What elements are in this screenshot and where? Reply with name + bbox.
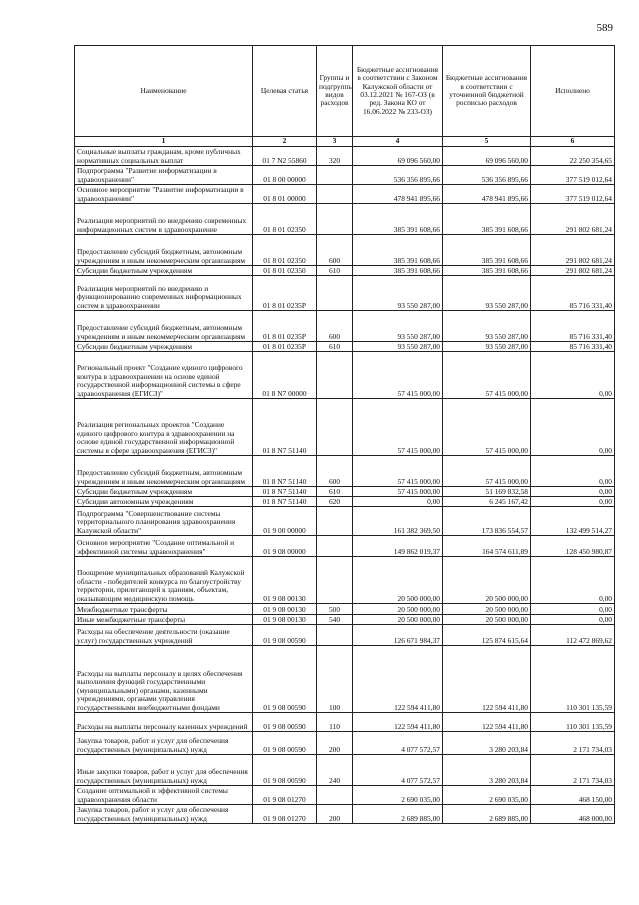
row-name: Реализация региональных проектов "Создание единого цифрового контура в здравоохранении на основе единой государственной информационной системы в сфере здравоохранения (ЕГИСЗ)" bbox=[75, 399, 253, 456]
row-law-allocation: 2 690 035,00 bbox=[353, 786, 443, 805]
row-name: Подпрограмма "Развитие информатизации в здравоохранении" bbox=[75, 166, 253, 185]
row-law-allocation: 57 415 000,00 bbox=[353, 399, 443, 456]
table-row bbox=[75, 625, 615, 646]
row-target-article: 01 9 08 00590 bbox=[253, 713, 317, 732]
row-law-allocation: 536 356 895,66 bbox=[353, 166, 443, 185]
table-row bbox=[75, 507, 615, 536]
row-executed: 0,00 bbox=[531, 487, 615, 497]
row-law-allocation: 126 671 984,37 bbox=[353, 625, 443, 646]
row-refined-allocation: 51 169 832,58 bbox=[443, 487, 531, 497]
row-expense-group bbox=[317, 399, 353, 456]
row-law-allocation: 93 550 287,00 bbox=[353, 276, 443, 311]
row-law-allocation: 122 594 411,80 bbox=[353, 646, 443, 713]
column-number-row bbox=[75, 137, 615, 147]
row-expense-group bbox=[317, 276, 353, 311]
row-target-article: 01 9 08 00590 bbox=[253, 755, 317, 786]
table-row bbox=[75, 342, 615, 352]
row-refined-allocation: 164 574 611,89 bbox=[443, 536, 531, 557]
table-row bbox=[75, 204, 615, 235]
row-law-allocation: 161 382 369,50 bbox=[353, 507, 443, 536]
row-target-article: 01 9 08 00000 bbox=[253, 536, 317, 557]
row-law-allocation: 385 391 608,66 bbox=[353, 266, 443, 276]
row-target-article: 01 8 N7 51140 bbox=[253, 399, 317, 456]
table-row bbox=[75, 557, 615, 604]
row-executed: 291 802 681,24 bbox=[531, 235, 615, 266]
row-target-article: 01 9 08 00130 bbox=[253, 615, 317, 625]
row-target-article: 01 8 01 02350 bbox=[253, 204, 317, 235]
row-target-article: 01 8 N7 51140 bbox=[253, 497, 317, 507]
row-expense-group bbox=[317, 352, 353, 399]
row-target-article: 01 9 08 00590 bbox=[253, 646, 317, 713]
row-target-article: 01 8 01 0235Р bbox=[253, 342, 317, 352]
row-refined-allocation: 93 550 287,00 bbox=[443, 342, 531, 352]
row-refined-allocation: 3 280 203,84 bbox=[443, 732, 531, 755]
page-number: 589 bbox=[596, 22, 613, 34]
column-number: 5 bbox=[443, 137, 531, 147]
row-law-allocation: 478 941 895,66 bbox=[353, 185, 443, 204]
row-name: Субсидии автономным учреждениям bbox=[75, 497, 253, 507]
row-target-article: 01 9 08 00590 bbox=[253, 625, 317, 646]
row-target-article: 01 9 00 00000 bbox=[253, 507, 317, 536]
row-refined-allocation: 122 594 411,80 bbox=[443, 646, 531, 713]
row-expense-group: 600 bbox=[317, 311, 353, 342]
row-target-article: 01 9 08 00130 bbox=[253, 557, 317, 604]
row-law-allocation: 122 594 411,80 bbox=[353, 713, 443, 732]
row-refined-allocation: 2 689 885,00 bbox=[443, 805, 531, 824]
row-target-article: 01 9 08 00590 bbox=[253, 732, 317, 755]
table-row bbox=[75, 185, 615, 204]
row-expense-group: 200 bbox=[317, 805, 353, 824]
row-name: Закупка товаров, работ и услуг для обеспечения государственных (муниципальных) нужд bbox=[75, 732, 253, 755]
row-target-article: 01 8 01 00000 bbox=[253, 185, 317, 204]
row-expense-group: 600 bbox=[317, 456, 353, 487]
row-name: Расходы на обеспечение деятельности (оказание услуг) государственных учреждений bbox=[75, 625, 253, 646]
table-row bbox=[75, 536, 615, 557]
row-law-allocation: 20 500 000,00 bbox=[353, 557, 443, 604]
row-law-allocation: 385 391 608,66 bbox=[353, 204, 443, 235]
table-row bbox=[75, 276, 615, 311]
column-number: 1 bbox=[75, 137, 253, 147]
row-expense-group: 500 bbox=[317, 604, 353, 615]
row-name: Иные межбюджетные трансферты bbox=[75, 615, 253, 625]
row-name: Региональный проект "Создание единого цифрового контура в здравоохранении на основе единой государственной информационной системы в сфере здравоохранения (ЕГИСЗ)" bbox=[75, 352, 253, 399]
table-row bbox=[75, 147, 615, 166]
row-expense-group bbox=[317, 166, 353, 185]
table-row bbox=[75, 604, 615, 615]
row-name: Создание оптимальной и эффективной системы здравоохранения области bbox=[75, 786, 253, 805]
row-refined-allocation: 385 391 608,66 bbox=[443, 204, 531, 235]
table-row bbox=[75, 786, 615, 805]
row-executed: 0,00 bbox=[531, 456, 615, 487]
row-name: Основное мероприятие "Развитие информатизации в здравоохранении" bbox=[75, 185, 253, 204]
row-target-article: 01 7 N2 55860 bbox=[253, 147, 317, 166]
table-row bbox=[75, 311, 615, 342]
row-name: Предоставление субсидий бюджетным, автономным учреждениям и иным некоммерческим организациям bbox=[75, 235, 253, 266]
header-executed: Исполнено bbox=[531, 46, 615, 137]
table-row bbox=[75, 755, 615, 786]
row-name: Закупка товаров, работ и услуг для обеспечения государственных (муниципальных) нужд bbox=[75, 805, 253, 824]
row-refined-allocation: 385 391 608,66 bbox=[443, 266, 531, 276]
row-name: Расходы на выплаты персоналу в целях обеспечения выполнения функций государственными (муниципальными) органами, казенными учреждениями, органами управления государственными внебюджетными фондами bbox=[75, 646, 253, 713]
row-refined-allocation: 57 415 000,00 bbox=[443, 352, 531, 399]
row-executed: 377 519 012,64 bbox=[531, 166, 615, 185]
row-law-allocation: 93 550 287,00 bbox=[353, 311, 443, 342]
row-executed: 110 301 135,59 bbox=[531, 713, 615, 732]
row-name: Субсидии бюджетным учреждениям bbox=[75, 487, 253, 497]
row-expense-group: 200 bbox=[317, 732, 353, 755]
row-executed: 0,00 bbox=[531, 352, 615, 399]
row-name: Социальные выплаты гражданам, кроме публичных нормативных социальных выплат bbox=[75, 147, 253, 166]
row-law-allocation: 2 689 885,00 bbox=[353, 805, 443, 824]
row-name: Реализация мероприятий по внедрению современных информационных систем в здравоохранение bbox=[75, 204, 253, 235]
row-law-allocation: 0,00 bbox=[353, 497, 443, 507]
row-expense-group bbox=[317, 786, 353, 805]
table-row bbox=[75, 646, 615, 713]
row-expense-group bbox=[317, 185, 353, 204]
table-row bbox=[75, 713, 615, 732]
row-executed: 291 802 681,24 bbox=[531, 204, 615, 235]
row-refined-allocation: 536 356 895,66 bbox=[443, 166, 531, 185]
row-executed: 85 716 331,40 bbox=[531, 342, 615, 352]
row-refined-allocation: 125 874 615,64 bbox=[443, 625, 531, 646]
row-target-article: 01 9 08 00130 bbox=[253, 604, 317, 615]
row-name: Иные закупки товаров, работ и услуг для обеспечения государственных (муниципальных) нужд bbox=[75, 755, 253, 786]
row-expense-group: 110 bbox=[317, 713, 353, 732]
row-executed: 0,00 bbox=[531, 399, 615, 456]
row-refined-allocation: 93 550 287,00 bbox=[443, 276, 531, 311]
row-refined-allocation: 20 500 000,00 bbox=[443, 557, 531, 604]
row-expense-group: 610 bbox=[317, 342, 353, 352]
row-name: Основное мероприятие "Создание оптимальной и эффективной системы здравоохранения" bbox=[75, 536, 253, 557]
row-target-article: 01 9 08 01270 bbox=[253, 786, 317, 805]
row-target-article: 01 9 08 01270 bbox=[253, 805, 317, 824]
row-expense-group: 540 bbox=[317, 615, 353, 625]
column-number: 3 bbox=[317, 137, 353, 147]
row-law-allocation: 93 550 287,00 bbox=[353, 342, 443, 352]
row-name: Субсидии бюджетным учреждениям bbox=[75, 266, 253, 276]
row-law-allocation: 4 077 572,57 bbox=[353, 755, 443, 786]
row-executed: 85 716 331,40 bbox=[531, 311, 615, 342]
row-law-allocation: 57 415 000,00 bbox=[353, 352, 443, 399]
row-law-allocation: 69 096 560,00 bbox=[353, 147, 443, 166]
row-refined-allocation: 69 096 560,00 bbox=[443, 147, 531, 166]
row-refined-allocation: 478 941 895,66 bbox=[443, 185, 531, 204]
row-executed: 291 802 681,24 bbox=[531, 266, 615, 276]
row-law-allocation: 57 415 000,00 bbox=[353, 456, 443, 487]
row-expense-group bbox=[317, 625, 353, 646]
row-expense-group: 100 bbox=[317, 646, 353, 713]
row-refined-allocation: 2 690 035,00 bbox=[443, 786, 531, 805]
row-refined-allocation: 57 415 000,00 bbox=[443, 399, 531, 456]
row-law-allocation: 20 500 000,00 bbox=[353, 615, 443, 625]
row-refined-allocation: 173 836 554,57 bbox=[443, 507, 531, 536]
row-name: Подпрограмма "Совершенствование системы территориального планирования здравоохранения Калужской области" bbox=[75, 507, 253, 536]
row-expense-group bbox=[317, 507, 353, 536]
row-executed: 22 250 354,65 bbox=[531, 147, 615, 166]
row-law-allocation: 20 500 000,00 bbox=[353, 604, 443, 615]
row-expense-group: 600 bbox=[317, 235, 353, 266]
table-row bbox=[75, 266, 615, 276]
row-name: Субсидии бюджетным учреждениям bbox=[75, 342, 253, 352]
header-name: Наименование bbox=[75, 46, 253, 137]
row-expense-group: 240 bbox=[317, 755, 353, 786]
row-target-article: 01 8 N7 00000 bbox=[253, 352, 317, 399]
row-expense-group bbox=[317, 204, 353, 235]
row-law-allocation: 385 391 608,66 bbox=[353, 235, 443, 266]
row-expense-group: 320 bbox=[317, 147, 353, 166]
table-row bbox=[75, 456, 615, 487]
budget-table bbox=[74, 45, 615, 824]
row-executed: 0,00 bbox=[531, 615, 615, 625]
column-number: 4 bbox=[353, 137, 443, 147]
row-target-article: 01 8 01 02350 bbox=[253, 235, 317, 266]
row-name: Расходы на выплаты персоналу казенных учреждений bbox=[75, 713, 253, 732]
table-row bbox=[75, 352, 615, 399]
table-row bbox=[75, 497, 615, 507]
column-number: 6 bbox=[531, 137, 615, 147]
row-refined-allocation: 20 500 000,00 bbox=[443, 615, 531, 625]
row-target-article: 01 8 01 0235Р bbox=[253, 311, 317, 342]
table-row bbox=[75, 235, 615, 266]
row-target-article: 01 8 00 00000 bbox=[253, 166, 317, 185]
row-refined-allocation: 20 500 000,00 bbox=[443, 604, 531, 615]
row-target-article: 01 8 01 02350 bbox=[253, 266, 317, 276]
row-executed: 85 716 331,40 bbox=[531, 276, 615, 311]
row-refined-allocation: 122 594 411,80 bbox=[443, 713, 531, 732]
row-name: Реализация мероприятий по внедрению и функционированию современных информационных систем в здравоохранении bbox=[75, 276, 253, 311]
row-executed: 110 301 135,59 bbox=[531, 646, 615, 713]
row-refined-allocation: 57 415 000,00 bbox=[443, 456, 531, 487]
row-refined-allocation: 3 280 203,84 bbox=[443, 755, 531, 786]
row-law-allocation: 57 415 000,00 bbox=[353, 487, 443, 497]
row-expense-group: 620 bbox=[317, 497, 353, 507]
row-name: Поощрение муниципальных образований Калужской области - победителей конкурса по благоустройству территории, прилегающей к зданиям, объектам, оказывающим медицинскую помощь bbox=[75, 557, 253, 604]
row-name: Предоставление субсидий бюджетным, автономным учреждениям и иным некоммерческим организациям bbox=[75, 456, 253, 487]
header-expense-group: Группы и подгруппы видов расходов bbox=[317, 46, 353, 137]
table-header-row bbox=[75, 46, 615, 137]
row-target-article: 01 8 N7 51140 bbox=[253, 487, 317, 497]
row-executed: 2 171 734,03 bbox=[531, 755, 615, 786]
row-target-article: 01 8 01 0235Р bbox=[253, 276, 317, 311]
row-executed: 112 472 869,62 bbox=[531, 625, 615, 646]
row-name: Межбюджетные трансферты bbox=[75, 604, 253, 615]
row-executed: 128 450 980,87 bbox=[531, 536, 615, 557]
table-row bbox=[75, 732, 615, 755]
row-expense-group bbox=[317, 557, 353, 604]
row-law-allocation: 4 077 572,57 bbox=[353, 732, 443, 755]
row-executed: 0,00 bbox=[531, 604, 615, 615]
column-number: 2 bbox=[253, 137, 317, 147]
table-row bbox=[75, 805, 615, 824]
row-executed: 2 171 734,03 bbox=[531, 732, 615, 755]
header-target-article: Целевая статья bbox=[253, 46, 317, 137]
row-refined-allocation: 385 391 608,66 bbox=[443, 235, 531, 266]
row-target-article: 01 8 N7 51140 bbox=[253, 456, 317, 487]
row-law-allocation: 149 862 019,37 bbox=[353, 536, 443, 557]
row-executed: 0,00 bbox=[531, 497, 615, 507]
table-row bbox=[75, 487, 615, 497]
row-refined-allocation: 6 245 167,42 bbox=[443, 497, 531, 507]
row-expense-group: 610 bbox=[317, 266, 353, 276]
row-name: Предоставление субсидий бюджетным, автономным учреждениям и иным некоммерческим организациям bbox=[75, 311, 253, 342]
row-expense-group bbox=[317, 536, 353, 557]
row-executed: 468 000,00 bbox=[531, 805, 615, 824]
table-row bbox=[75, 615, 615, 625]
row-expense-group: 610 bbox=[317, 487, 353, 497]
header-law-allocations: Бюджетные ассигнования в соответствии с Законом Калужской области от 03.12.2021 № 167-ОЗ (в ред. Закона КО от 16.06.2022 № 233-ОЗ) bbox=[353, 46, 443, 137]
table-row bbox=[75, 166, 615, 185]
row-executed: 132 499 514,27 bbox=[531, 507, 615, 536]
row-executed: 377 519 012,64 bbox=[531, 185, 615, 204]
row-executed: 0,00 bbox=[531, 557, 615, 604]
row-refined-allocation: 93 550 287,00 bbox=[443, 311, 531, 342]
row-executed: 468 150,00 bbox=[531, 786, 615, 805]
header-refined-allocations: Бюджетные ассигнования в соответствии с уточненной бюджетной росписью расходов bbox=[443, 46, 531, 137]
table-row bbox=[75, 399, 615, 456]
